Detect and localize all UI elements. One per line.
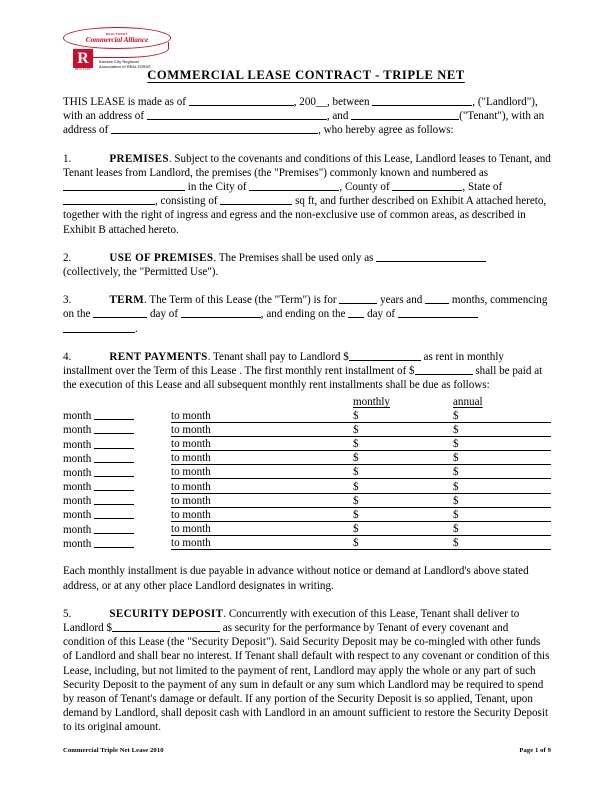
rent-row-to-cell[interactable] (171, 507, 353, 521)
rent-row-to-cell[interactable] (171, 408, 353, 422)
landlord-address-blank[interactable] (147, 109, 327, 120)
rent-row-to-label: to month (171, 537, 211, 550)
post-table-paragraph: Each monthly installment is due payable in advance without notice or demand at Landlord's above stated address, or at any other place Landlord designates in writing. (63, 565, 529, 592)
realtor-r-icon: R (73, 49, 93, 68)
annual-currency-symbol: $ (453, 423, 459, 436)
section-3-text-g: . (135, 322, 138, 335)
section-2-number: 2. (63, 251, 72, 264)
rent-row-monthly-cell[interactable] (353, 422, 453, 436)
rent-row-monthly-cell[interactable] (353, 451, 453, 465)
rent-schedule-table (63, 395, 551, 408)
rent-table-row (63, 451, 551, 465)
rent-row-to-label: to month (171, 494, 211, 507)
intro-text-b: , 200__, between (293, 96, 373, 108)
logo-commercial-alliance-label: Commercial Alliance (85, 35, 149, 45)
section-2-use-of-premises (63, 251, 551, 279)
rent-table-row (63, 408, 551, 422)
rent-row-from-label: month (63, 495, 95, 508)
rent-table-row (63, 521, 551, 535)
total-rent-blank[interactable] (349, 350, 421, 361)
rent-row-from-cell (63, 451, 171, 465)
rent-rows-body (63, 408, 551, 549)
header-spacer-1 (63, 395, 171, 408)
rent-row-from-cell (63, 536, 171, 550)
annual-currency-symbol: $ (453, 480, 459, 493)
rent-row-annual-cell[interactable] (453, 436, 551, 450)
rent-schedule-body (63, 395, 551, 408)
rent-row-to-label: to month (171, 508, 211, 521)
association-line-1: Kansas City Regional (99, 59, 139, 64)
header-spacer-2 (171, 395, 353, 408)
section-4-heading: RENT PAYMENTS (109, 350, 208, 363)
annual-currency-symbol: $ (453, 466, 459, 479)
intro-text-e: ("Tenant"), with an address of (63, 110, 545, 137)
rent-row-to-cell[interactable] (171, 422, 353, 436)
rent-row-from-cell (63, 408, 171, 422)
rent-row-annual-cell[interactable] (453, 479, 551, 493)
section-5-text-a: . Concurrently with execution of this Lease, Tenant shall deliver to Landlord $ (63, 607, 520, 634)
intro-text-d: , and (326, 110, 352, 123)
logo-realtors-label: REALTORS® (105, 31, 129, 36)
rent-row-annual-cell[interactable] (453, 422, 551, 436)
rent-row-monthly-cell[interactable] (353, 521, 453, 535)
county-blank[interactable] (392, 180, 462, 191)
rent-row-from-blank[interactable] (94, 537, 134, 548)
rent-row-from-label: month (63, 452, 95, 465)
section-3-number: 3. (63, 294, 72, 307)
annual-column-header: annual (453, 396, 483, 409)
rent-row-from-label: month (63, 509, 95, 522)
section-1-text-d: , State of (462, 181, 503, 194)
section-5-number: 5. (63, 607, 72, 620)
rent-row-from-blank[interactable] (94, 508, 134, 519)
rent-row-from-label: month (63, 466, 95, 479)
rent-row-from-cell (63, 507, 171, 521)
rent-row-from-blank[interactable] (94, 452, 134, 463)
section-4-text-b: as rent in monthly installment over the Term of this Lease . The first monthly rent installment of $ (63, 350, 504, 378)
rent-row-to-label: to month (171, 452, 211, 465)
rent-row-to-cell[interactable] (171, 479, 353, 493)
first-installment-blank[interactable] (415, 364, 473, 375)
section-2-text-a: . The Premises shall be used only as (213, 251, 377, 264)
logo-oval-icon (63, 27, 171, 49)
rent-row-to-label: to month (171, 409, 211, 422)
rent-row-to-cell[interactable] (171, 521, 353, 535)
rent-row-to-label: to month (171, 466, 211, 479)
rent-row-from-cell (63, 521, 171, 535)
header-monthly-cell (353, 395, 453, 408)
section-2-heading: USE OF PREMISES (109, 251, 214, 264)
section-3-heading: TERM (109, 294, 145, 307)
monthly-currency-symbol: $ (353, 537, 359, 550)
commence-month-blank[interactable] (181, 307, 261, 318)
landlord-name-blank[interactable] (372, 95, 472, 106)
rent-row-from-blank[interactable] (94, 438, 134, 449)
rent-row-monthly-cell[interactable] (353, 479, 453, 493)
rent-table-row (63, 479, 551, 493)
term-months-blank[interactable] (425, 293, 449, 304)
annual-currency-symbol: $ (453, 409, 459, 422)
section-5-heading: SECURITY DEPOSIT (109, 607, 224, 620)
end-year-blank[interactable] (63, 322, 135, 333)
rent-table-row (63, 436, 551, 450)
rent-row-from-blank[interactable] (94, 494, 134, 505)
rent-row-annual-cell[interactable] (453, 493, 551, 507)
intro-paragraph (63, 95, 551, 138)
monthly-currency-symbol: $ (353, 438, 359, 451)
page-footer (63, 747, 551, 754)
rent-rows-container (63, 408, 551, 550)
rent-row-annual-cell[interactable] (453, 451, 551, 465)
rent-table-row (63, 465, 551, 479)
rent-row-from-label: month (63, 537, 95, 550)
section-4-rent-payments (63, 350, 551, 393)
section-3-text-c: months, commencing on the (63, 294, 548, 321)
permitted-use-blank[interactable] (376, 251, 486, 262)
annual-currency-symbol: $ (453, 494, 459, 507)
section-5-text-b: as security for the performance by Tenant of every covenant and condition of this Lease (the "Security Deposit"). Said Security Deposit may be co-mingled with other funds of Landlord and shall bear no interest. If Tenant shall default with respect to any covenant or condition of this Lease, including, but not limited to the payment of rent, Landlord may apply the whole or any part of such Security Deposit to the payment of any sum in default or any sum which Landlord may be required to spend by reason of Tenant's damage or default. If any portion of the Security Deposit is so applied, Tenant, upon demand by Landlord, shall deposit cash with Landlord in an amount sufficient to restore the Security Deposit to its original amount. (63, 621, 550, 734)
square-feet-blank[interactable] (220, 194, 292, 205)
rent-row-from-cell (63, 436, 171, 450)
end-day-blank[interactable] (348, 307, 364, 318)
rent-row-from-blank[interactable] (94, 409, 134, 420)
footer-document-name: Commercial Triple Net Lease 2010 (63, 747, 164, 754)
rent-row-monthly-cell[interactable] (353, 493, 453, 507)
rent-row-monthly-cell[interactable] (353, 436, 453, 450)
rent-row-monthly-cell[interactable] (353, 465, 453, 479)
monthly-currency-symbol: $ (353, 423, 359, 436)
rent-row-monthly-cell[interactable] (353, 536, 453, 550)
section-3-text-f: day of (364, 308, 398, 321)
intro-text-f: , who hereby agree as follows: (318, 124, 454, 137)
rent-row-to-cell[interactable] (171, 451, 353, 465)
monthly-currency-symbol: $ (353, 508, 359, 521)
rent-row-to-label: to month (171, 438, 211, 451)
end-month-blank[interactable] (398, 307, 478, 318)
rent-row-monthly-cell[interactable] (353, 507, 453, 521)
monthly-currency-symbol: $ (353, 480, 359, 493)
header-annual-cell (453, 395, 551, 408)
section-1-number: 1. (63, 152, 72, 165)
section-3-text-b: years and (377, 294, 426, 307)
footer-page-number: Page 1 of 9 (519, 747, 551, 754)
state-blank[interactable] (63, 194, 155, 205)
city-blank[interactable] (249, 180, 339, 191)
section-1-text-e: , consisting of (155, 195, 221, 208)
annual-currency-symbol: $ (453, 452, 459, 465)
section-4-text-a: . Tenant shall pay to Landlord $ (207, 350, 349, 363)
section-5-security-deposit (63, 607, 551, 735)
date-blank[interactable] (189, 95, 294, 106)
monthly-currency-symbol: $ (353, 452, 359, 465)
rent-row-annual-cell[interactable] (453, 521, 551, 535)
monthly-currency-symbol: $ (353, 494, 359, 507)
monthly-column-header: monthly (353, 396, 390, 409)
section-3-text-d: day of (147, 308, 181, 321)
section-1-heading: PREMISES (109, 152, 169, 165)
rent-row-to-cell[interactable] (171, 536, 353, 550)
section-1-text-f: sq ft, and further described on Exhibit A attached hereto, together with the right of ingress and egress and the non-exclusive use of common areas, as described in Exhibit B attached hereto. (63, 195, 547, 236)
rent-row-from-cell (63, 465, 171, 479)
rent-row-from-cell (63, 422, 171, 436)
section-1-premises (63, 152, 551, 237)
tenant-name-blank[interactable] (351, 109, 459, 120)
rent-row-from-cell (63, 479, 171, 493)
section-3-text-e: , and ending on the (260, 308, 349, 321)
rent-row-to-cell[interactable] (171, 465, 353, 479)
security-deposit-blank[interactable] (112, 621, 220, 632)
section-2-text-b: (collectively, the "Permitted Use"). (63, 266, 219, 279)
commence-day-blank[interactable] (93, 307, 147, 318)
section-1-text-a: . Subject to the covenants and conditions of this Lease, Landlord leases to Tenant, and Tenant leases from Landlord, the premises (the "Premises") commonly known and numbered as (63, 152, 551, 179)
premises-number-blank[interactable] (63, 180, 185, 191)
annual-currency-symbol: $ (453, 508, 459, 521)
rent-schedule-rows-table (63, 408, 551, 550)
section-4-text-c: shall be paid at the execution of this Lease and all subsequent monthly rent installments shall be due as follows: (63, 365, 543, 392)
rent-table-header-row (63, 395, 551, 408)
rent-row-to-cell[interactable] (171, 493, 353, 507)
rent-row-from-label: month (63, 438, 95, 451)
section-3-text-a: . The Term of this Lease (the "Term") is for (144, 294, 340, 307)
rent-table-row (63, 422, 551, 436)
intro-text-c: , ("Landlord"), with an address of (63, 96, 538, 123)
rent-table-row (63, 536, 551, 550)
monthly-currency-symbol: $ (353, 523, 359, 536)
rent-row-annual-cell[interactable] (453, 465, 551, 479)
monthly-currency-symbol: $ (353, 466, 359, 479)
section-1-text-c: , County of (339, 181, 393, 194)
realtor-r-sublabel: REALTOR® (74, 68, 92, 71)
annual-currency-symbol: $ (453, 523, 459, 536)
rent-table-row (63, 507, 551, 521)
rent-row-to-label: to month (171, 480, 211, 493)
rent-row-from-blank[interactable] (94, 523, 134, 534)
term-years-blank[interactable] (339, 293, 377, 304)
rent-row-annual-cell[interactable] (453, 536, 551, 550)
section-3-term (63, 293, 551, 336)
rent-row-from-label: month (63, 424, 95, 437)
annual-currency-symbol: $ (453, 438, 459, 451)
rent-row-from-blank[interactable] (94, 480, 134, 491)
rent-row-from-label: month (63, 410, 95, 423)
section-1-text-b: in the City of (185, 181, 250, 194)
annual-currency-symbol: $ (453, 537, 459, 550)
rent-row-from-cell (63, 493, 171, 507)
rent-row-to-label: to month (171, 523, 211, 536)
page-title: COMMERCIAL LEASE CONTRACT - TRIPLE NET (147, 68, 465, 82)
rent-row-to-cell[interactable] (171, 436, 353, 450)
document-body (63, 95, 551, 735)
association-line-2: Association of REALTORS® (99, 64, 151, 70)
intro-text-a: THIS LEASE is made as of (63, 96, 189, 108)
rent-row-from-label: month (63, 523, 95, 536)
rent-row-from-blank[interactable] (94, 423, 134, 434)
rent-row-to-label: to month (171, 423, 211, 436)
rent-row-monthly-cell[interactable] (353, 408, 453, 422)
rent-row-annual-cell[interactable] (453, 507, 551, 521)
rent-row-annual-cell[interactable] (453, 408, 551, 422)
monthly-currency-symbol: $ (353, 409, 359, 422)
rent-row-from-label: month (63, 481, 95, 494)
rent-row-from-blank[interactable] (94, 466, 134, 477)
rent-table-row (63, 493, 551, 507)
tenant-address-blank[interactable] (111, 123, 318, 134)
section-4-number: 4. (63, 350, 72, 363)
